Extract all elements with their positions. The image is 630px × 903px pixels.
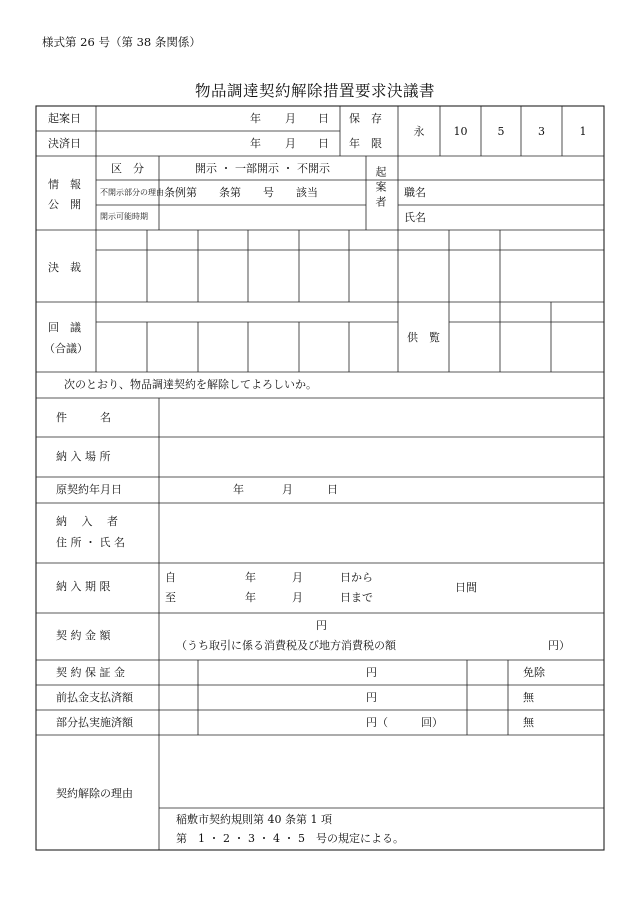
circulation-label-1: 回 議 (48, 321, 81, 334)
retention-option-permanent: 永 (413, 125, 425, 138)
circulation-label-2: （合議） (44, 342, 88, 355)
decision-year-unit: 年 (250, 137, 261, 150)
disclosure-label-2: 公 開 (48, 198, 81, 211)
deposit-yen: 円 (366, 666, 377, 679)
period-from-label: 自 (165, 571, 176, 584)
disclosure-kubun-options: 開示 ・ 一部開示 ・ 不開示 (195, 162, 330, 175)
contract-amount-label: 契 約 金 額 (56, 629, 111, 642)
undisclosed-reason-text: 条例第 条第 号 該当 (164, 186, 318, 199)
undisclosed-reason-label: 不開示部分の理由 (100, 188, 164, 197)
delivery-place-label: 納 入 場 所 (56, 450, 111, 463)
period-from-suffix: 日から (340, 571, 373, 584)
contract-amount-yen: 円 (316, 619, 327, 632)
partial-yen: 円（ 回） (366, 716, 443, 729)
disclosure-label-1: 情 報 (48, 178, 81, 191)
supplier-label-1: 納 入 者 (56, 515, 118, 528)
advance-paid-label: 前払金支払済額 (56, 691, 133, 704)
disclosure-kubun-label: 区 分 (111, 162, 144, 175)
draft-month-unit: 月 (285, 112, 296, 125)
period-to-suffix: 日まで (340, 591, 373, 604)
deposit-label: 契 約 保 証 金 (56, 666, 125, 679)
period-days-unit: 日間 (455, 581, 477, 594)
supplier-label-2: 住 所 ・ 氏 名 (56, 536, 125, 549)
drafter-label: 起案者 (374, 166, 387, 211)
disclosure-period-label: 開示可能時期 (100, 212, 148, 221)
statement-text: 次のとおり、物品調達契約を解除してよろしいか。 (64, 378, 317, 391)
draft-date-label: 起案日 (48, 112, 81, 125)
retention-option-10: 10 (453, 125, 468, 138)
partial-paid-label: 部分払実施済額 (56, 716, 133, 729)
retention-option-1: 1 (579, 125, 587, 138)
contract-date-day-unit: 日 (327, 483, 338, 496)
decision-day-unit: 日 (318, 137, 329, 150)
period-to-label: 至 (165, 591, 176, 604)
decision-label: 決 裁 (48, 261, 81, 274)
period-from-year-unit: 年 (245, 571, 256, 584)
advance-none: 無 (523, 691, 534, 704)
form-number: 様式第 26 号（第 38 条関係） (42, 35, 201, 49)
drafter-position-label: 職名 (404, 186, 426, 199)
retention-option-5: 5 (497, 125, 505, 138)
original-contract-date-label: 原契約年月日 (56, 483, 122, 496)
period-from-month-unit: 月 (292, 571, 303, 584)
tax-note: （うち取引に係る消費税及び地方消費税の額 (176, 639, 396, 652)
period-to-year-unit: 年 (245, 591, 256, 604)
draft-year-unit: 年 (250, 112, 261, 125)
contract-date-month-unit: 月 (282, 483, 293, 496)
drafter-name-label: 氏名 (404, 211, 426, 224)
retention-label-2: 年 限 (349, 137, 382, 150)
advance-yen: 円 (366, 691, 377, 704)
contract-date-year-unit: 年 (233, 483, 244, 496)
draft-day-unit: 日 (318, 112, 329, 125)
delivery-period-label: 納 入 期 限 (56, 580, 111, 593)
decision-month-unit: 月 (285, 137, 296, 150)
retention-option-3: 3 (538, 125, 545, 138)
tax-yen-close: 円） (548, 639, 570, 652)
item-name-label: 件 名 (56, 411, 111, 424)
partial-none: 無 (523, 716, 534, 729)
viewing-label: 供 覧 (407, 331, 440, 344)
decision-date-label: 決済日 (48, 137, 81, 150)
termination-reason-label: 契約解除の理由 (56, 787, 133, 800)
period-to-month-unit: 月 (292, 591, 303, 604)
regulation-line-2: 第 1 ・ 2 ・ 3 ・ 4 ・ 5 号の規定による。 (176, 832, 404, 845)
regulation-line-1: 稲敷市契約規則第 40 条第 1 項 (176, 813, 332, 826)
document-title: 物品調達契約解除措置要求決議書 (194, 82, 435, 100)
retention-label-1: 保 存 (349, 112, 382, 125)
deposit-exempt: 免除 (523, 666, 545, 679)
